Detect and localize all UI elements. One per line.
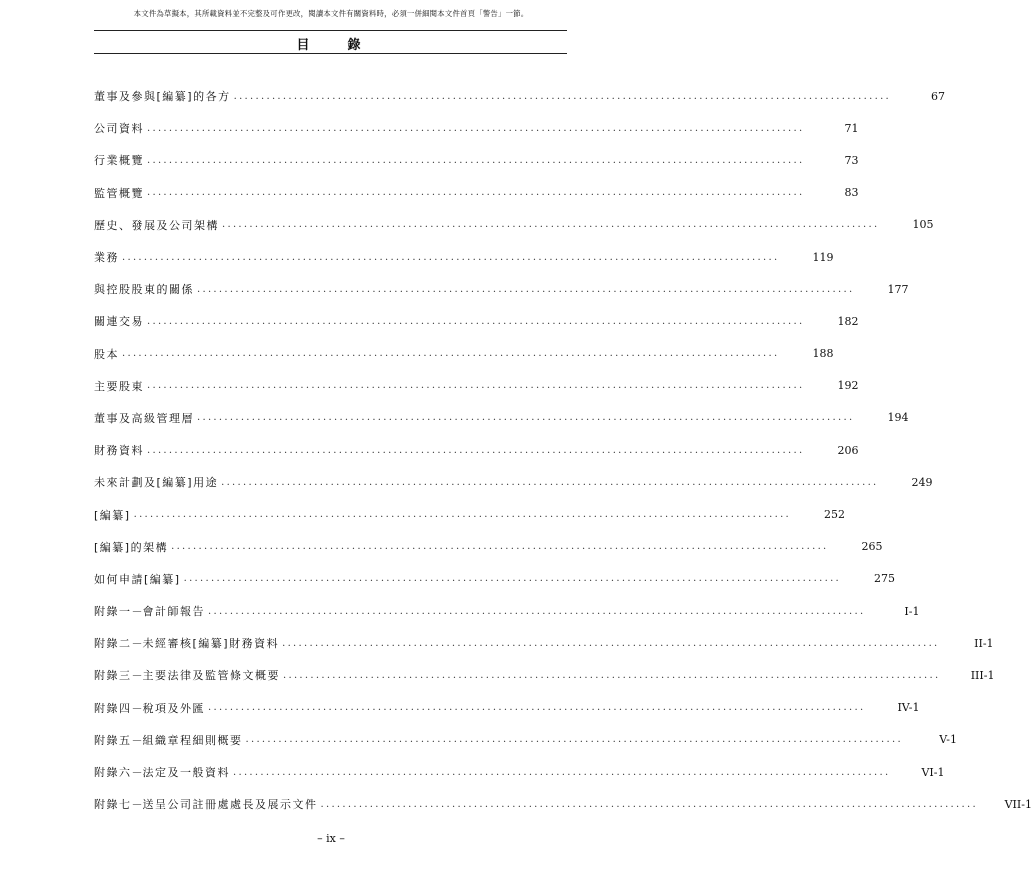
toc-entry-page: 192 <box>837 379 859 393</box>
toc-entry[interactable] <box>94 177 859 209</box>
toc-entry-page: 252 <box>824 508 846 522</box>
appendix-dash: － <box>131 637 143 651</box>
toc-entry-title: 董事及高級管理層 <box>94 411 194 425</box>
toc-entry-title: 如何申請[編纂] <box>94 572 181 586</box>
toc-entry-title: 關連交易 <box>94 315 144 329</box>
toc-entry-page: 265 <box>861 540 883 554</box>
appendix-page: IV-1 <box>897 701 920 715</box>
toc-entry-title: 主要股東 <box>94 379 144 393</box>
dot-leader: ........................................................................................................................ <box>233 766 891 778</box>
appendix-page: VI-1 <box>921 765 945 779</box>
dot-leader: ........................................................................................................................ <box>147 444 805 456</box>
appendix-number: 附錄七 <box>94 798 132 812</box>
toc-entry-title: 財務資料 <box>94 444 144 458</box>
toc-entry-page: 194 <box>887 411 909 425</box>
toc-entry[interactable] <box>94 531 883 563</box>
dot-leader: ........................................................................................................................ <box>282 637 940 649</box>
toc-entry[interactable] <box>94 305 859 337</box>
page-number: – ix – <box>317 832 345 845</box>
toc-entry[interactable] <box>94 112 859 144</box>
appendix-number: 附錄一 <box>94 605 132 619</box>
toc-entry-page: 275 <box>874 572 896 586</box>
toc-entry-page: 177 <box>887 282 909 296</box>
header-top-rule <box>94 30 567 31</box>
appendix-dash: － <box>131 669 143 683</box>
toc-appendix-entry[interactable] <box>94 692 920 724</box>
toc-entry-page: 188 <box>812 347 834 361</box>
dot-leader: ........................................................................................................................ <box>147 380 805 392</box>
toc-appendix-entry[interactable] <box>94 788 1032 820</box>
toc-entry-title: 未來計劃及[編纂]用途 <box>94 476 219 490</box>
toc-entry[interactable] <box>94 273 909 305</box>
toc-entry-page: 71 <box>844 121 859 135</box>
appendix-number: 附錄二 <box>94 637 132 651</box>
toc-entry-title: 公司資料 <box>94 122 144 136</box>
toc-appendix-entry[interactable] <box>94 595 920 627</box>
dot-leader: ........................................................................................................................ <box>208 605 866 617</box>
toc-entry-page: 73 <box>844 153 859 167</box>
header-bottom-rule <box>94 53 567 54</box>
toc-entry[interactable] <box>94 370 859 402</box>
appendix-title: 會計師報告 <box>142 605 205 619</box>
dot-leader: ........................................................................................................................ <box>197 412 855 424</box>
dot-leader: ........................................................................................................................ <box>221 476 879 488</box>
toc-entry[interactable] <box>94 434 859 466</box>
toc-appendix-entry[interactable] <box>94 627 994 659</box>
dot-leader: ........................................................................................................................ <box>147 154 805 166</box>
dot-leader: ........................................................................................................................ <box>122 348 780 360</box>
toc-entry-title: [編纂] <box>94 508 131 522</box>
appendix-page: V-1 <box>939 733 957 747</box>
appendix-title: 主要法律及監管條文概要 <box>142 669 280 683</box>
table-of-contents <box>94 80 1032 820</box>
toc-entry-page: 67 <box>931 89 946 103</box>
dot-leader: ........................................................................................................................ <box>222 219 880 231</box>
appendix-page: I-1 <box>904 604 920 618</box>
appendix-title: 稅項及外匯 <box>142 701 205 715</box>
toc-appendix-entry[interactable] <box>94 756 945 788</box>
appendix-title: 法定及一般資料 <box>142 766 230 780</box>
toc-entry-title: 業務 <box>94 251 119 265</box>
dot-leader: ........................................................................................................................ <box>133 509 792 521</box>
toc-entry-title: 歷史、發展及公司架構 <box>94 218 219 232</box>
toc-entry[interactable] <box>94 241 834 273</box>
dot-leader: ........................................................................................................................ <box>147 187 805 199</box>
appendix-number: 附錄四 <box>94 701 132 715</box>
toc-entry[interactable] <box>94 144 859 176</box>
toc-entry-page: 83 <box>844 186 859 200</box>
dot-leader: ........................................................................................................................ <box>122 251 780 263</box>
appendix-page: III-1 <box>970 668 995 682</box>
appendix-page: II-1 <box>974 636 994 650</box>
dot-leader: ........................................................................................................................ <box>147 122 805 134</box>
toc-entry-title: 監管概覽 <box>94 186 144 200</box>
appendix-dash: － <box>131 766 143 780</box>
toc-entry-page: 119 <box>812 250 834 264</box>
toc-entry-title: 董事及參與[編纂]的各方 <box>94 90 231 104</box>
appendix-title: 未經審核[編纂]財務資料 <box>142 637 280 651</box>
appendix-title: 組織章程細則概要 <box>142 733 243 747</box>
toc-entry[interactable] <box>94 80 946 112</box>
appendix-number: 附錄六 <box>94 766 132 780</box>
appendix-dash: － <box>131 733 143 747</box>
toc-entry[interactable] <box>94 209 934 241</box>
dot-leader: ........................................................................................................................ <box>283 669 941 681</box>
dot-leader: ........................................................................................................................ <box>245 734 903 746</box>
toc-entry-page: 182 <box>837 314 859 328</box>
toc-entry-title: [編纂]的架構 <box>94 540 169 554</box>
dot-leader: ........................................................................................................................ <box>147 315 805 327</box>
dot-leader: ........................................................................................................................ <box>183 573 842 585</box>
appendix-dash: － <box>131 605 143 619</box>
toc-appendix-entry[interactable] <box>94 659 995 691</box>
draft-disclaimer: 本文件為草擬本，其所載資料並不完整及可作更改，閱讀本文件有關資料時，必須一併細閱本文件首頁「警告」一節。 <box>133 9 529 18</box>
toc-entry-title: 行業概覽 <box>94 154 144 168</box>
appendix-number: 附錄三 <box>94 669 132 683</box>
dot-leader: ........................................................................................................................ <box>208 702 866 714</box>
toc-entry-page: 206 <box>837 443 859 457</box>
toc-entry-title: 股本 <box>94 347 119 361</box>
appendix-dash: － <box>131 798 143 812</box>
toc-entry-title: 與控股股東的關係 <box>94 283 194 297</box>
toc-entry[interactable] <box>94 338 834 370</box>
dot-leader: ........................................................................................................................ <box>197 283 855 295</box>
appendix-number: 附錄五 <box>94 733 132 747</box>
appendix-dash: － <box>131 701 143 715</box>
dot-leader: ........................................................................................................................ <box>233 90 892 102</box>
toc-entry[interactable] <box>94 402 909 434</box>
page-title: 目 錄 <box>296 38 365 53</box>
toc-entry[interactable] <box>94 466 933 498</box>
dot-leader: ........................................................................................................................ <box>320 798 978 810</box>
toc-entry-page: 249 <box>911 475 933 489</box>
toc-appendix-entry[interactable] <box>94 724 957 756</box>
toc-entry-page: 105 <box>912 218 934 232</box>
toc-entry[interactable] <box>94 563 896 595</box>
appendix-page: VII-1 <box>1004 797 1032 811</box>
toc-entry[interactable] <box>94 498 846 530</box>
appendix-title: 送呈公司註冊處處長及展示文件 <box>142 798 318 812</box>
dot-leader: ........................................................................................................................ <box>171 541 829 553</box>
